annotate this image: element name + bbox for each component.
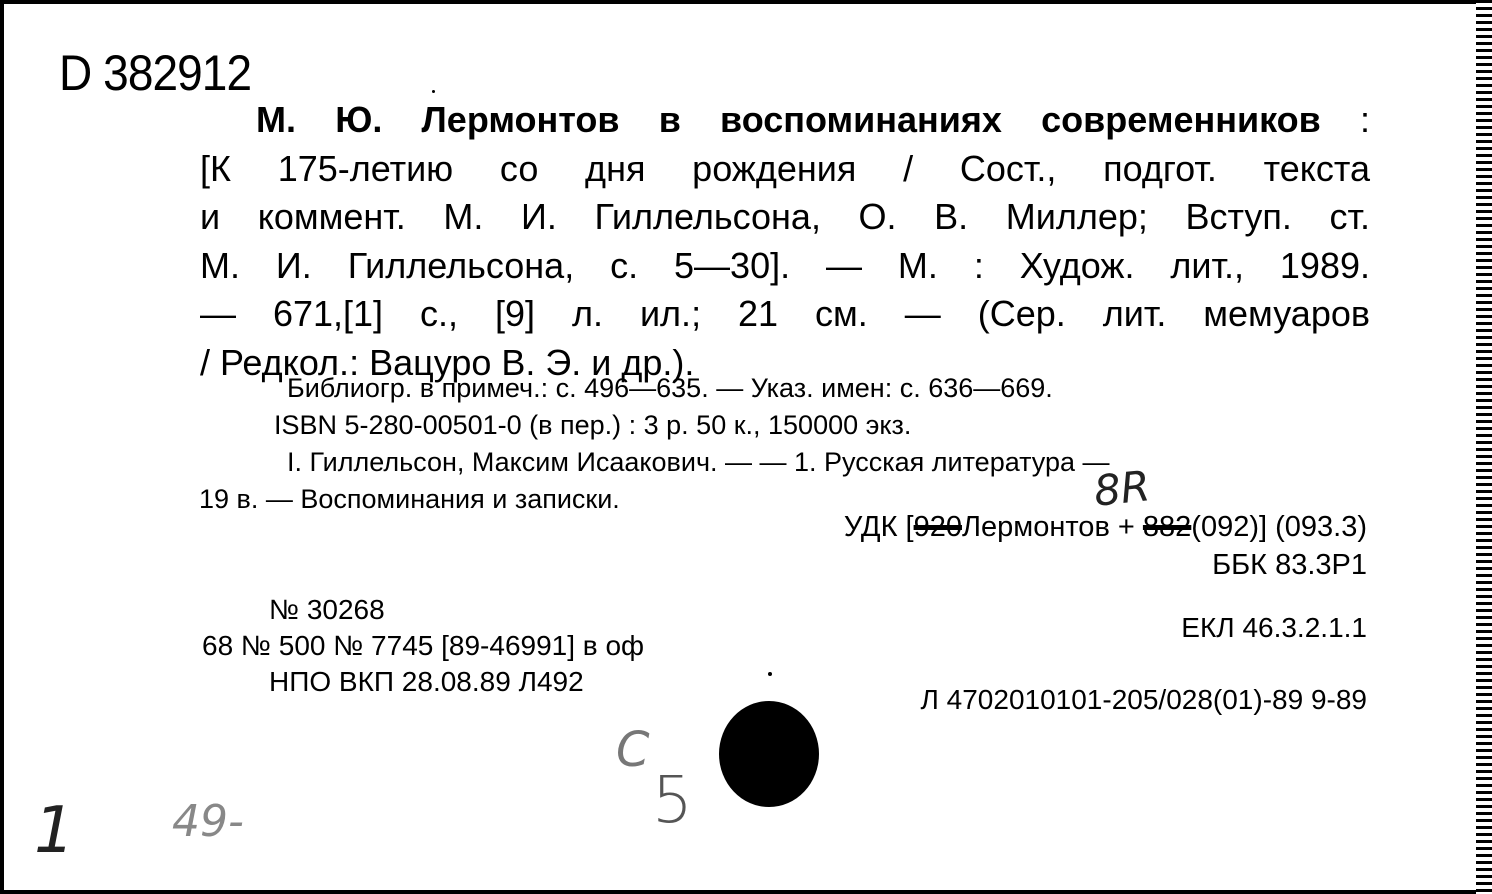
handwritten-mark-1: 1 <box>34 794 75 868</box>
handwritten-mark-49: 49- <box>172 796 244 847</box>
classification-block <box>844 508 1367 584</box>
ink-dot <box>768 672 772 676</box>
udk-prefix: УДК [ <box>843 511 914 543</box>
udk-tail: (092)] (093.3) <box>1191 511 1367 543</box>
card-edge-marks <box>1476 0 1492 894</box>
bibliographic-description <box>200 96 1370 387</box>
catalog-card <box>4 4 1477 890</box>
udk-struck-code-1: 920 <box>913 511 962 543</box>
tracings-line-1: I. Гиллельсон, Максим Исаакович. — — 1. Русская литература — <box>287 447 1110 477</box>
bibliography-note: Библиогр. в примеч.: с. 496—635. — Указ. имен: с. 636—669. <box>287 373 1053 403</box>
print-info-line-3: НПО ВКП 28.08.89 Л492 <box>269 666 584 697</box>
card-id: D 382912 <box>59 45 252 101</box>
punch-hole <box>719 701 819 807</box>
handwritten-mark-c: С <box>616 722 650 778</box>
tracings-line-2: 19 в. — Воспоминания и записки. <box>199 484 620 514</box>
ink-dot <box>768 706 772 710</box>
l-number: Л 4702010101-205/028(01)-89 9-89 <box>920 684 1367 715</box>
description-line-2: [К 175-летию со дня рождения / Сост., подгот. текста <box>200 147 1370 189</box>
print-info-block <box>202 592 644 700</box>
print-info-line-1: № 30268 <box>269 594 385 625</box>
description-line-4: М. И. Гиллельсона, с. 5—30]. — М. : Худож. лит., 1989. <box>200 244 1370 286</box>
notes-block <box>199 370 1349 518</box>
udk-struck-code-2: 882 <box>1142 511 1192 543</box>
bbk-line: ББК 83.3Р1 <box>1212 549 1367 581</box>
description-line-1 <box>200 96 1370 145</box>
isbn-line: ISBN 5-280-00501-0 (в пер.) : 3 р. 50 к., 150000 экз. <box>274 410 912 440</box>
title-separator: : <box>1320 99 1370 140</box>
handwritten-mark-5: 5 <box>652 764 693 838</box>
ekl-code: ЕКЛ 46.3.2.1.1 <box>1181 612 1367 643</box>
ink-dot <box>432 90 435 93</box>
print-info-line-2: 68 № 500 № 7745 [89-46991] в оф <box>202 630 645 661</box>
udk-middle: Лермонтов + <box>961 511 1143 543</box>
description-line-5: — 671,[1] с., [9] л. ил.; 21 см. — (Сер. лит. мемуаров <box>200 293 1370 334</box>
title: М. Ю. Лермонтов в воспоминаниях современников <box>256 99 1321 140</box>
handwritten-mark-8r: 8R <box>1091 461 1153 516</box>
description-line-3: и коммент. М. И. Гиллельсона, О. В. Миллер; Вступ. ст. <box>200 196 1370 237</box>
description-line-6: / Редкол.: Вацуро В. Э. и др.). <box>200 341 695 383</box>
